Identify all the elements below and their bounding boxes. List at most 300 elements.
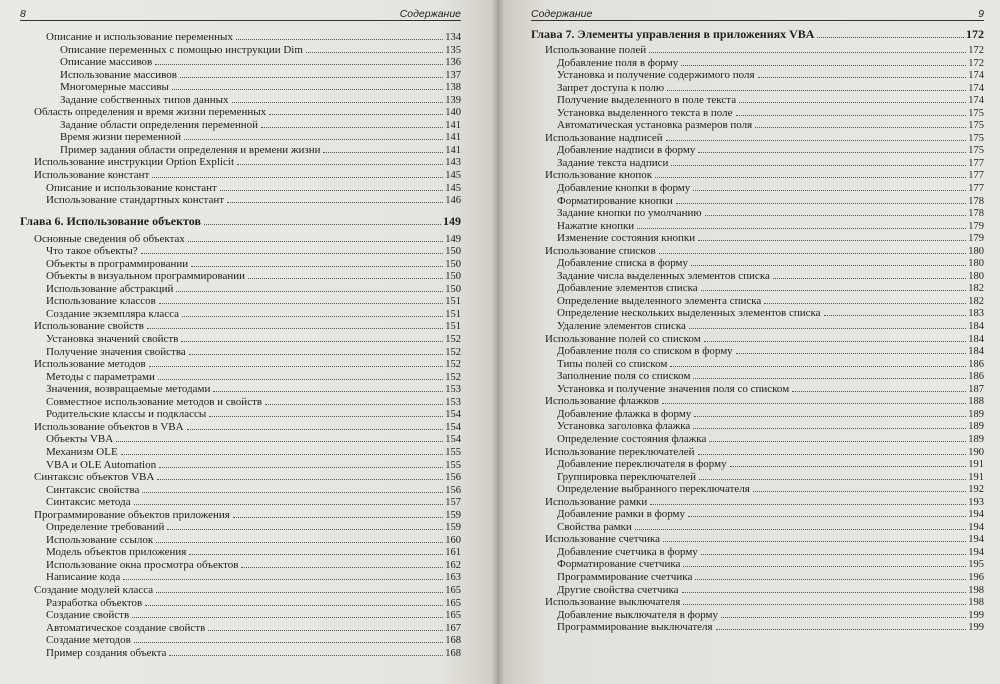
- toc-entry-title: Задание текста надписи: [557, 156, 669, 169]
- toc-entry-title: Определение состояния флажка: [557, 432, 707, 445]
- toc-entry-page: 199: [968, 609, 984, 621]
- toc-entry: [20, 396, 461, 409]
- toc-entry-title: Использование объектов в VBA: [34, 420, 184, 433]
- dot-leader: [232, 102, 444, 103]
- dot-leader: [698, 152, 966, 153]
- toc-entry-page: 191: [968, 471, 984, 483]
- dot-leader: [236, 39, 443, 40]
- toc-entry: [20, 571, 461, 584]
- toc-entry-title: Другие свойства счетчика: [557, 583, 679, 596]
- toc-entry-title: Глава 6. Использование объектов: [20, 213, 201, 228]
- toc-entry-page: 141: [445, 132, 461, 144]
- toc-entry-title: Задание собственных типов данных: [60, 93, 229, 106]
- toc-entry: [531, 383, 984, 396]
- toc-entry-title: Задание числа выделенных элементов списка: [557, 269, 770, 282]
- dot-leader: [701, 554, 966, 555]
- toc-entry: [20, 258, 461, 271]
- toc-entry-title: Программирование объектов приложения: [34, 508, 230, 521]
- toc-entry-page: 189: [968, 408, 984, 420]
- toc-entry-title: Установка значений свойств: [46, 333, 179, 346]
- dot-leader: [121, 454, 444, 455]
- toc-entry-page: 194: [968, 546, 984, 558]
- toc-entry: [531, 220, 984, 233]
- toc-entry-title: Область определения и время жизни переменных: [34, 106, 267, 119]
- dot-leader: [824, 315, 967, 316]
- toc-entry: [531, 496, 984, 509]
- dot-leader: [116, 441, 443, 442]
- toc-entry: [531, 358, 984, 371]
- toc-entry: [20, 56, 461, 69]
- toc-entry-title: Заполнение поля со списком: [557, 370, 691, 383]
- toc-entry-page: 175: [968, 132, 984, 144]
- toc-entry-page: 172: [966, 27, 984, 41]
- toc-entry-title: Использование инструкции Option Explicit: [34, 156, 235, 169]
- toc-entry-title: Использование классов: [46, 295, 156, 308]
- toc-entry-title: Использование полей со списком: [545, 332, 701, 345]
- toc-entry-page: 184: [968, 333, 984, 345]
- toc-entry: [20, 295, 461, 308]
- dot-leader: [649, 52, 966, 53]
- toc-entry: [531, 82, 984, 95]
- toc-entry-page: 182: [968, 295, 984, 307]
- dot-leader: [187, 429, 444, 430]
- toc-entry-page: 177: [968, 170, 984, 182]
- toc-entry-page: 141: [445, 119, 461, 131]
- toc-entry-page: 172: [968, 45, 984, 56]
- toc-entry-page: 150: [445, 271, 461, 283]
- dot-leader: [182, 316, 443, 317]
- toc-entry: [20, 81, 461, 94]
- toc-entry-title: Использование абстракций: [46, 282, 174, 295]
- toc-entry: [20, 169, 461, 182]
- toc-entry-title: Добавление надписи в форму: [557, 144, 696, 157]
- dot-leader: [701, 290, 967, 291]
- toc-entry-page: 151: [445, 296, 461, 308]
- toc-entry-title: Глава 7. Элементы управления в приложениях VBA: [531, 27, 815, 41]
- toc-entry-title: Основные сведения об объектах: [34, 232, 185, 245]
- toc-entry: [20, 459, 461, 472]
- toc-entry: [531, 69, 984, 82]
- toc-entry-title: Объекты VBA: [46, 433, 114, 446]
- toc-entry: [531, 571, 984, 584]
- toc-entry-page: 186: [968, 371, 984, 383]
- toc-entry: [531, 584, 984, 597]
- toc-entry-page: 183: [968, 308, 984, 320]
- dot-leader: [147, 328, 443, 329]
- toc-entry-page: 149: [443, 213, 461, 228]
- toc-entry-page: 198: [968, 584, 984, 596]
- toc-entry-page: 150: [445, 246, 461, 258]
- toc-entry: [20, 131, 461, 144]
- toc-entry: [531, 433, 984, 446]
- toc-entry-page: 167: [445, 622, 461, 634]
- dot-leader: [650, 504, 966, 505]
- toc-entry-title: Создание свойств: [46, 609, 130, 622]
- toc-entry-page: 177: [968, 183, 984, 195]
- dot-leader: [159, 467, 443, 468]
- dot-leader: [142, 492, 443, 493]
- toc-entry: [20, 283, 461, 296]
- toc-entry-page: 150: [445, 283, 461, 295]
- toc-entry: [20, 308, 461, 321]
- toc-entry-title: Механизм OLE: [46, 445, 118, 458]
- toc-entry: [20, 182, 461, 195]
- toc-entry-title: Добавление поля со списком в форму: [557, 345, 733, 358]
- toc-entry-title: Использование полей: [545, 44, 647, 56]
- toc-entry: [20, 156, 461, 169]
- toc-entry-title: Описание и использование переменных: [46, 31, 233, 43]
- dot-leader: [693, 190, 966, 191]
- dot-leader: [682, 592, 967, 593]
- toc-entry: [531, 395, 984, 408]
- dot-leader: [758, 77, 967, 78]
- toc-entry: [20, 446, 461, 459]
- toc-entry-title: Добавление элементов списка: [557, 282, 698, 295]
- toc-entry-title: Создание методов: [46, 634, 131, 647]
- toc-entry-title: Использование массивов: [60, 68, 177, 81]
- dot-leader: [683, 604, 966, 605]
- dot-leader: [817, 37, 964, 38]
- toc-entry-title: Пример задания области определения и времени жизни: [60, 143, 321, 156]
- running-title: Содержание: [531, 8, 593, 20]
- toc-entry-title: Модель объектов приложения: [46, 546, 187, 559]
- toc-entry: [531, 508, 984, 521]
- toc-entry: [531, 533, 984, 546]
- dot-leader: [736, 353, 967, 354]
- toc-entry-page: 155: [445, 446, 461, 458]
- toc-entry: [531, 132, 984, 145]
- toc-entry-page: 137: [445, 69, 461, 81]
- toc-entry-page: 151: [445, 321, 461, 333]
- toc-entry-page: 134: [445, 32, 461, 43]
- dot-leader: [145, 605, 443, 606]
- page-number: 8: [20, 8, 26, 20]
- toc-entry-title: Задание области определения переменной: [60, 118, 259, 131]
- toc-entry-title: Удаление элементов списка: [557, 320, 686, 333]
- dot-leader: [265, 404, 443, 405]
- toc-entry-title: Описание переменных с помощью инструкции Dim: [60, 43, 303, 56]
- dot-leader: [698, 454, 967, 455]
- dot-leader: [152, 177, 443, 178]
- dot-leader: [189, 354, 443, 355]
- dot-leader: [167, 529, 443, 530]
- toc-entry: [20, 584, 461, 597]
- toc-entry-page: 165: [445, 597, 461, 609]
- toc-entry-page: 154: [445, 421, 461, 433]
- toc-entry-title: Синтаксис свойства: [46, 483, 140, 496]
- dot-leader: [191, 266, 443, 267]
- toc-entry-title: Использование счетчика: [545, 533, 661, 546]
- toc-entry: [20, 194, 461, 207]
- toc-entry-page: 136: [445, 57, 461, 69]
- dot-leader: [681, 65, 966, 66]
- toc-entry-title: Описание массивов: [60, 56, 153, 69]
- dot-leader: [694, 416, 966, 417]
- dot-leader: [716, 629, 967, 630]
- dot-leader: [261, 127, 443, 128]
- toc-entry-page: 135: [445, 44, 461, 56]
- dot-leader: [693, 378, 966, 379]
- table-of-contents: [531, 27, 984, 634]
- dot-leader: [157, 479, 443, 480]
- toc-entry: [531, 546, 984, 559]
- toc-entry-title: Синтаксис объектов VBA: [34, 471, 155, 484]
- toc-entry: [20, 233, 461, 246]
- dot-leader: [172, 89, 443, 90]
- toc-entry-title: Изменение состояния кнопки: [557, 232, 696, 245]
- toc-entry-title: Получение значения свойства: [46, 345, 186, 358]
- toc-entry-page: 180: [968, 270, 984, 282]
- dot-leader: [691, 265, 966, 266]
- toc-entry: [20, 44, 461, 57]
- toc-entry-title: Использование переключателей: [545, 445, 695, 458]
- toc-entry-page: 174: [968, 95, 984, 107]
- toc-entry-page: 182: [968, 283, 984, 295]
- toc-entry-title: Добавление выключателя в форму: [557, 608, 719, 621]
- toc-entry: [20, 346, 461, 359]
- toc-entry-page: 175: [968, 107, 984, 119]
- toc-entry-page: 152: [445, 334, 461, 346]
- toc-entry-title: Написание кода: [46, 571, 121, 584]
- toc-entry-title: Автоматическая установка размеров поля: [557, 119, 753, 132]
- dot-leader: [663, 541, 966, 542]
- toc-entry: [20, 433, 461, 446]
- toc-entry-title: Использование списков: [545, 244, 656, 257]
- chapter-heading: [531, 27, 984, 41]
- toc-entry: [531, 320, 984, 333]
- toc-entry: [531, 370, 984, 383]
- dot-leader: [306, 52, 443, 53]
- toc-entry: [531, 307, 984, 320]
- dot-leader: [208, 630, 443, 631]
- toc-entry-title: Добавление переключателя в форму: [557, 458, 727, 471]
- toc-entry-title: Родительские классы и подклассы: [46, 408, 207, 421]
- dot-leader: [764, 303, 966, 304]
- toc-entry-title: Использование свойств: [34, 320, 144, 333]
- toc-entry-title: Определение требований: [46, 521, 165, 534]
- dot-leader: [237, 164, 443, 165]
- toc-entry: [20, 383, 461, 396]
- toc-entry-title: Определение выделенного элемента списка: [557, 294, 762, 307]
- toc-entry: [20, 31, 461, 44]
- toc-entry-page: 154: [445, 409, 461, 421]
- toc-entry-title: Программирование выключателя: [557, 621, 713, 634]
- toc-entry-page: 168: [445, 635, 461, 647]
- toc-entry: [531, 195, 984, 208]
- running-header: [531, 2, 984, 21]
- dot-leader: [156, 592, 443, 593]
- toc-entry-page: 153: [445, 396, 461, 408]
- toc-entry-page: 180: [968, 245, 984, 257]
- toc-entry-page: 165: [445, 610, 461, 622]
- dot-leader: [683, 566, 966, 567]
- dot-leader: [176, 291, 443, 292]
- toc-entry-page: 159: [445, 509, 461, 521]
- toc-entry-title: Объекты в программировании: [46, 257, 189, 270]
- toc-entry: [20, 546, 461, 559]
- toc-entry-page: 153: [445, 384, 461, 396]
- toc-entry-page: 193: [968, 496, 984, 508]
- toc-entry-title: Методы с параметрами: [46, 370, 155, 383]
- table-of-contents: [20, 31, 461, 659]
- dot-leader: [721, 617, 966, 618]
- toc-entry: [531, 232, 984, 245]
- toc-entry-title: Установка выделенного текста в поле: [557, 106, 733, 119]
- toc-entry: [20, 333, 461, 346]
- toc-entry-title: Установка заголовка флажка: [557, 420, 691, 433]
- dot-leader: [739, 102, 966, 103]
- dot-leader: [704, 341, 967, 342]
- toc-entry: [531, 270, 984, 283]
- dot-leader: [189, 554, 443, 555]
- toc-entry-title: Использование констант: [34, 169, 150, 182]
- dot-leader: [220, 190, 443, 191]
- toc-entry: [20, 69, 461, 82]
- dot-leader: [689, 328, 966, 329]
- dot-leader: [227, 202, 443, 203]
- dot-leader: [149, 366, 444, 367]
- toc-entry: [20, 371, 461, 384]
- toc-entry-title: Использование флажков: [545, 395, 659, 408]
- toc-entry-page: 179: [968, 233, 984, 245]
- toc-entry: [531, 107, 984, 120]
- toc-entry-page: 139: [445, 94, 461, 106]
- toc-entry: [531, 295, 984, 308]
- toc-entry-title: Создание экземпляра класса: [46, 307, 180, 320]
- toc-entry-page: 174: [968, 82, 984, 94]
- toc-entry-page: 163: [445, 572, 461, 584]
- toc-entry-title: Использование кнопок: [545, 169, 653, 182]
- toc-entry-title: Использование ссылок: [46, 533, 154, 546]
- toc-entry: [20, 94, 461, 107]
- toc-entry: [531, 257, 984, 270]
- toc-entry-page: 189: [968, 421, 984, 433]
- toc-entry-title: Совместное использование методов и свойств: [46, 395, 263, 408]
- dot-leader: [688, 516, 966, 517]
- toc-entry: [531, 245, 984, 258]
- toc-entry: [20, 144, 461, 157]
- dot-leader: [773, 278, 966, 279]
- dot-leader: [123, 579, 443, 580]
- toc-entry-title: Форматирование кнопки: [557, 194, 673, 207]
- toc-entry: [531, 182, 984, 195]
- toc-entry-page: 175: [968, 120, 984, 132]
- dot-leader: [184, 139, 443, 140]
- toc-entry-page: 184: [968, 321, 984, 333]
- toc-entry-page: 168: [445, 647, 461, 659]
- toc-entry-page: 156: [445, 484, 461, 496]
- toc-entry-title: Многомерные массивы: [60, 81, 169, 94]
- toc-entry-title: Добавление кнопки в форму: [557, 182, 691, 195]
- toc-entry: [20, 534, 461, 547]
- toc-entry-title: Использование выключателя: [545, 596, 681, 609]
- toc-entry-page: 188: [968, 396, 984, 408]
- chapter-heading: [20, 214, 461, 228]
- dot-leader: [159, 303, 443, 304]
- dot-leader: [213, 391, 443, 392]
- toc-entry-title: Использование методов: [34, 358, 146, 371]
- toc-entry-title: Пример создания объекта: [46, 646, 167, 659]
- toc-entry-page: 194: [968, 509, 984, 521]
- dot-leader: [753, 491, 966, 492]
- dot-leader: [158, 379, 443, 380]
- toc-entry: [20, 471, 461, 484]
- toc-entry-page: 196: [968, 571, 984, 583]
- toc-entry: [531, 169, 984, 182]
- toc-entry-page: 184: [968, 346, 984, 358]
- toc-entry-page: 141: [445, 144, 461, 156]
- toc-entry-page: 159: [445, 522, 461, 534]
- dot-leader: [132, 617, 443, 618]
- toc-entry: [20, 358, 461, 371]
- toc-entry-page: 152: [445, 371, 461, 383]
- toc-entry: [531, 558, 984, 571]
- toc-entry-page: 145: [445, 170, 461, 182]
- dot-leader: [637, 228, 966, 229]
- toc-entry: [531, 408, 984, 421]
- dot-leader: [169, 655, 443, 656]
- toc-entry-page: 192: [968, 484, 984, 496]
- toc-entry: [531, 471, 984, 484]
- toc-entry-page: 161: [445, 547, 461, 559]
- toc-entry: [531, 333, 984, 346]
- toc-entry: [531, 57, 984, 70]
- toc-entry-page: 189: [968, 433, 984, 445]
- toc-entry: [531, 282, 984, 295]
- dot-leader: [180, 77, 443, 78]
- dot-leader: [204, 224, 441, 225]
- toc-entry-page: 140: [445, 107, 461, 119]
- toc-entry: [20, 609, 461, 622]
- toc-entry: [20, 106, 461, 119]
- toc-entry-title: Разработка объектов: [46, 596, 143, 609]
- toc-entry-page: 156: [445, 472, 461, 484]
- dot-leader: [709, 441, 966, 442]
- dot-leader: [670, 366, 966, 367]
- page-number: 9: [978, 8, 984, 20]
- toc-entry-title: Установка и получение значения поля со списком: [557, 382, 790, 395]
- toc-entry-title: Форматирование счетчика: [557, 558, 681, 571]
- toc-entry: [20, 509, 461, 522]
- dot-leader: [666, 140, 967, 141]
- toc-entry: [531, 420, 984, 433]
- toc-entry-page: 198: [968, 597, 984, 609]
- dot-leader: [655, 177, 966, 178]
- toc-entry: [20, 270, 461, 283]
- toc-entry: [20, 597, 461, 610]
- dot-leader: [792, 391, 966, 392]
- toc-entry: [531, 596, 984, 609]
- toc-entry-title: Что такое объекты?: [46, 245, 138, 258]
- dot-leader: [705, 215, 967, 216]
- dot-leader: [141, 253, 444, 254]
- toc-entry: [20, 521, 461, 534]
- toc-entry-title: Добавление счетчика в форму: [557, 545, 698, 558]
- toc-entry-title: Получение выделенного в поле текста: [557, 94, 737, 107]
- toc-entry-page: 186: [968, 358, 984, 370]
- toc-entry-page: 145: [445, 182, 461, 194]
- dot-leader: [323, 152, 443, 153]
- toc-entry-page: 155: [445, 459, 461, 471]
- dot-leader: [755, 127, 966, 128]
- dot-leader: [698, 240, 966, 241]
- toc-entry-page: 154: [445, 434, 461, 446]
- toc-entry-title: Использование рамки: [545, 495, 648, 508]
- toc-entry: [531, 94, 984, 107]
- running-title: Содержание: [399, 8, 461, 20]
- toc-entry-title: Программирование счетчика: [557, 570, 693, 583]
- toc-entry-title: Использование стандартных констант: [46, 194, 225, 207]
